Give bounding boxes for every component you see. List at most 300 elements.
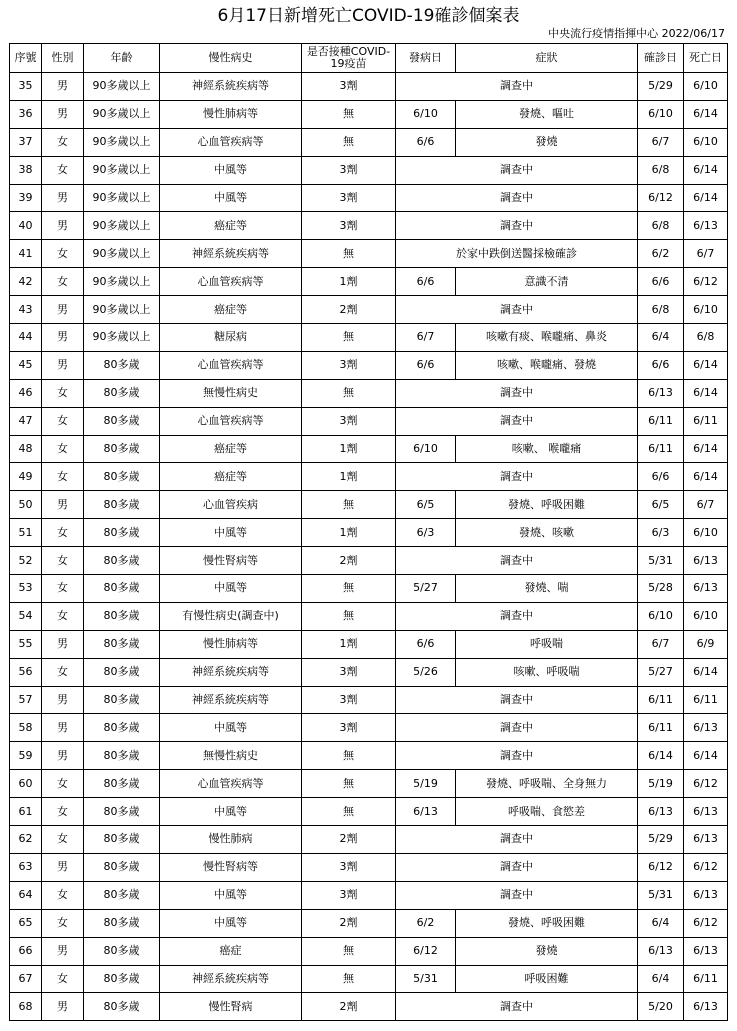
cell-age: 90多歲以上	[84, 73, 160, 101]
cell-sex: 女	[42, 658, 84, 686]
cell-sex: 女	[42, 463, 84, 491]
cell-serial: 43	[10, 296, 42, 324]
cell-onset-date: 6/6	[396, 268, 456, 296]
cell-serial: 66	[10, 937, 42, 965]
cell-onset-symptoms-merged: 調查中	[396, 156, 638, 184]
cell-serial: 41	[10, 240, 42, 268]
cell-vaccine: 3劑	[302, 184, 396, 212]
cell-onset-symptoms-merged: 於家中跌倒送醫採檢確診	[396, 240, 638, 268]
cell-death-date: 6/9	[684, 630, 728, 658]
cell-death-date: 6/7	[684, 491, 728, 519]
cell-serial: 64	[10, 881, 42, 909]
cell-symptoms: 發燒	[456, 937, 638, 965]
cell-symptoms: 發燒、喘	[456, 575, 638, 603]
cell-confirmed-date: 6/6	[638, 463, 684, 491]
cell-chronic-history: 神經系統疾病等	[160, 658, 302, 686]
table-row	[10, 128, 728, 156]
cell-vaccine: 無	[302, 128, 396, 156]
cell-symptoms: 發燒、呼吸喘、全身無力	[456, 770, 638, 798]
cell-sex: 男	[42, 714, 84, 742]
cell-sex: 女	[42, 965, 84, 993]
table-row	[10, 937, 728, 965]
cell-symptoms: 咳嗽有痰、喉嚨痛、鼻炎	[456, 324, 638, 352]
cell-serial: 57	[10, 686, 42, 714]
cell-chronic-history: 糖尿病	[160, 324, 302, 352]
cell-sex: 女	[42, 407, 84, 435]
cell-age: 80多歲	[84, 965, 160, 993]
cell-serial: 68	[10, 993, 42, 1021]
cell-serial: 55	[10, 630, 42, 658]
cell-onset-symptoms-merged: 調查中	[396, 379, 638, 407]
cell-death-date: 6/13	[684, 798, 728, 826]
cell-vaccine: 無	[302, 602, 396, 630]
cell-death-date: 6/13	[684, 993, 728, 1021]
header-death-date: 死亡日	[684, 44, 728, 73]
table-row	[10, 575, 728, 603]
table-row	[10, 519, 728, 547]
cell-serial: 60	[10, 770, 42, 798]
cell-chronic-history: 慢性肺病	[160, 826, 302, 854]
cell-age: 80多歲	[84, 909, 160, 937]
cell-vaccine: 2劑	[302, 909, 396, 937]
cell-onset-date: 6/10	[396, 435, 456, 463]
cell-chronic-history: 中風等	[160, 184, 302, 212]
cell-age: 80多歲	[84, 630, 160, 658]
cell-sex: 男	[42, 742, 84, 770]
table-row	[10, 73, 728, 101]
cell-death-date: 6/7	[684, 240, 728, 268]
cell-vaccine: 3劑	[302, 351, 396, 379]
cell-serial: 44	[10, 324, 42, 352]
table-body	[10, 73, 728, 1021]
cell-death-date: 6/14	[684, 100, 728, 128]
cell-sex: 男	[42, 73, 84, 101]
table-row	[10, 100, 728, 128]
cell-vaccine: 3劑	[302, 407, 396, 435]
cell-confirmed-date: 6/10	[638, 602, 684, 630]
cell-serial: 42	[10, 268, 42, 296]
cell-confirmed-date: 6/13	[638, 379, 684, 407]
cell-onset-date: 6/13	[396, 798, 456, 826]
table-row	[10, 435, 728, 463]
cell-confirmed-date: 6/2	[638, 240, 684, 268]
table-row	[10, 742, 728, 770]
cell-confirmed-date: 6/3	[638, 519, 684, 547]
cell-confirmed-date: 6/13	[638, 937, 684, 965]
cell-chronic-history: 慢性肺病等	[160, 100, 302, 128]
cell-sex: 男	[42, 324, 84, 352]
cell-age: 80多歲	[84, 798, 160, 826]
cell-confirmed-date: 5/27	[638, 658, 684, 686]
table-row	[10, 714, 728, 742]
cell-death-date: 6/12	[684, 853, 728, 881]
cell-sex: 男	[42, 937, 84, 965]
cell-death-date: 6/11	[684, 407, 728, 435]
cell-age: 80多歲	[84, 770, 160, 798]
cell-age: 80多歲	[84, 714, 160, 742]
cell-age: 90多歲以上	[84, 156, 160, 184]
table-row	[10, 826, 728, 854]
cell-age: 80多歲	[84, 379, 160, 407]
cell-chronic-history: 中風等	[160, 156, 302, 184]
cell-vaccine: 2劑	[302, 993, 396, 1021]
table-row	[10, 770, 728, 798]
table-row	[10, 296, 728, 324]
cell-chronic-history: 神經系統疾病等	[160, 73, 302, 101]
cell-serial: 56	[10, 658, 42, 686]
table-row	[10, 630, 728, 658]
table-row	[10, 379, 728, 407]
cell-symptoms: 呼吸喘	[456, 630, 638, 658]
cell-death-date: 6/13	[684, 547, 728, 575]
cell-serial: 48	[10, 435, 42, 463]
cell-death-date: 6/14	[684, 658, 728, 686]
cell-vaccine: 無	[302, 379, 396, 407]
cell-sex: 女	[42, 770, 84, 798]
cell-death-date: 6/14	[684, 435, 728, 463]
cell-symptoms: 咳嗽、呼吸喘	[456, 658, 638, 686]
cell-chronic-history: 癌症等	[160, 212, 302, 240]
cell-onset-symptoms-merged: 調查中	[396, 212, 638, 240]
cell-death-date: 6/8	[684, 324, 728, 352]
cell-chronic-history: 神經系統疾病等	[160, 965, 302, 993]
cell-onset-symptoms-merged: 調查中	[396, 993, 638, 1021]
cell-vaccine: 3劑	[302, 853, 396, 881]
cell-confirmed-date: 6/11	[638, 435, 684, 463]
cell-onset-date: 6/6	[396, 351, 456, 379]
cell-age: 80多歲	[84, 463, 160, 491]
cell-serial: 40	[10, 212, 42, 240]
table-row	[10, 602, 728, 630]
table-header-row	[10, 44, 728, 73]
table-row	[10, 993, 728, 1021]
cell-vaccine: 1劑	[302, 435, 396, 463]
cell-age: 80多歲	[84, 686, 160, 714]
cell-onset-symptoms-merged: 調查中	[396, 296, 638, 324]
cell-age: 80多歲	[84, 491, 160, 519]
cell-death-date: 6/12	[684, 268, 728, 296]
cell-serial: 58	[10, 714, 42, 742]
cell-onset-symptoms-merged: 調查中	[396, 547, 638, 575]
cell-sex: 男	[42, 184, 84, 212]
cell-vaccine: 1劑	[302, 463, 396, 491]
cell-sex: 男	[42, 686, 84, 714]
cell-vaccine: 無	[302, 770, 396, 798]
cell-symptoms: 咳嗽、 喉嚨痛	[456, 435, 638, 463]
cell-confirmed-date: 6/4	[638, 909, 684, 937]
cell-age: 80多歲	[84, 937, 160, 965]
cell-death-date: 6/13	[684, 937, 728, 965]
cell-symptoms: 發燒、嘔吐	[456, 100, 638, 128]
table-row	[10, 212, 728, 240]
cell-confirmed-date: 6/8	[638, 156, 684, 184]
table-row	[10, 658, 728, 686]
cell-confirmed-date: 6/8	[638, 212, 684, 240]
cell-sex: 女	[42, 547, 84, 575]
cell-vaccine: 3劑	[302, 686, 396, 714]
cell-chronic-history: 有慢性病史(調查中)	[160, 602, 302, 630]
cell-death-date: 6/14	[684, 184, 728, 212]
table-row	[10, 491, 728, 519]
cell-vaccine: 3劑	[302, 212, 396, 240]
cell-confirmed-date: 6/7	[638, 128, 684, 156]
table-row	[10, 965, 728, 993]
cell-confirmed-date: 5/31	[638, 547, 684, 575]
cell-age: 80多歲	[84, 742, 160, 770]
cell-age: 90多歲以上	[84, 212, 160, 240]
source-and-date: 中央流行疫情指揮中心 2022/06/17	[548, 27, 725, 40]
cell-onset-date: 6/7	[396, 324, 456, 352]
cell-sex: 女	[42, 268, 84, 296]
cell-age: 90多歲以上	[84, 184, 160, 212]
cell-onset-date: 5/19	[396, 770, 456, 798]
cell-sex: 女	[42, 519, 84, 547]
cell-serial: 50	[10, 491, 42, 519]
cell-death-date: 6/13	[684, 826, 728, 854]
cell-sex: 女	[42, 798, 84, 826]
cell-confirmed-date: 5/31	[638, 881, 684, 909]
header-sex: 性別	[42, 44, 84, 73]
cell-sex: 男	[42, 491, 84, 519]
cell-sex: 男	[42, 630, 84, 658]
cell-confirmed-date: 6/12	[638, 853, 684, 881]
cell-death-date: 6/10	[684, 73, 728, 101]
table-row	[10, 324, 728, 352]
cell-age: 80多歲	[84, 575, 160, 603]
cell-sex: 女	[42, 575, 84, 603]
table-row	[10, 407, 728, 435]
cell-sex: 女	[42, 128, 84, 156]
cell-sex: 女	[42, 826, 84, 854]
cell-chronic-history: 心血管疾病等	[160, 770, 302, 798]
cell-vaccine: 1劑	[302, 630, 396, 658]
cell-vaccine: 3劑	[302, 881, 396, 909]
cell-confirmed-date: 5/20	[638, 993, 684, 1021]
table-row	[10, 881, 728, 909]
cell-vaccine: 無	[302, 100, 396, 128]
cell-confirmed-date: 6/14	[638, 742, 684, 770]
cell-onset-symptoms-merged: 調查中	[396, 826, 638, 854]
cell-symptoms: 發燒	[456, 128, 638, 156]
cell-death-date: 6/13	[684, 575, 728, 603]
cell-chronic-history: 癌症等	[160, 463, 302, 491]
cell-onset-symptoms-merged: 調查中	[396, 73, 638, 101]
cell-age: 80多歲	[84, 602, 160, 630]
cell-vaccine: 3劑	[302, 658, 396, 686]
cell-chronic-history: 癌症等	[160, 435, 302, 463]
cell-confirmed-date: 6/11	[638, 714, 684, 742]
cell-death-date: 6/13	[684, 212, 728, 240]
cell-age: 80多歲	[84, 658, 160, 686]
cell-vaccine: 無	[302, 240, 396, 268]
cell-confirmed-date: 5/29	[638, 826, 684, 854]
cell-onset-date: 6/10	[396, 100, 456, 128]
cell-symptoms: 發燒、呼吸困難	[456, 491, 638, 519]
cell-serial: 47	[10, 407, 42, 435]
cell-confirmed-date: 6/6	[638, 268, 684, 296]
cell-serial: 54	[10, 602, 42, 630]
cell-serial: 61	[10, 798, 42, 826]
cell-chronic-history: 慢性腎病等	[160, 547, 302, 575]
cell-chronic-history: 無慢性病史	[160, 742, 302, 770]
cell-death-date: 6/10	[684, 128, 728, 156]
cell-onset-date: 6/6	[396, 128, 456, 156]
cell-onset-date: 5/26	[396, 658, 456, 686]
cell-onset-date: 6/12	[396, 937, 456, 965]
cell-sex: 男	[42, 100, 84, 128]
cell-vaccine: 3劑	[302, 73, 396, 101]
cell-serial: 65	[10, 909, 42, 937]
cell-death-date: 6/14	[684, 742, 728, 770]
cell-death-date: 6/10	[684, 602, 728, 630]
table-row	[10, 686, 728, 714]
cell-vaccine: 無	[302, 742, 396, 770]
table-row	[10, 547, 728, 575]
cell-symptoms: 咳嗽、喉嚨痛、發燒	[456, 351, 638, 379]
cell-chronic-history: 中風等	[160, 519, 302, 547]
cell-chronic-history: 中風等	[160, 714, 302, 742]
cell-serial: 67	[10, 965, 42, 993]
cell-vaccine: 無	[302, 937, 396, 965]
death-cases-table	[9, 43, 728, 1021]
cell-confirmed-date: 5/28	[638, 575, 684, 603]
cell-onset-symptoms-merged: 調查中	[396, 184, 638, 212]
header-serial: 序號	[10, 44, 42, 73]
cell-onset-date: 6/2	[396, 909, 456, 937]
cell-sex: 女	[42, 379, 84, 407]
cell-death-date: 6/14	[684, 156, 728, 184]
cell-serial: 45	[10, 351, 42, 379]
cell-sex: 女	[42, 156, 84, 184]
cell-serial: 51	[10, 519, 42, 547]
cell-age: 80多歲	[84, 407, 160, 435]
header-onset-date: 發病日	[396, 44, 456, 73]
cell-age: 80多歲	[84, 853, 160, 881]
cell-serial: 35	[10, 73, 42, 101]
cell-serial: 36	[10, 100, 42, 128]
cell-chronic-history: 心血管疾病等	[160, 351, 302, 379]
cell-chronic-history: 中風等	[160, 881, 302, 909]
cell-confirmed-date: 5/29	[638, 73, 684, 101]
table-row	[10, 463, 728, 491]
cell-vaccine: 2劑	[302, 826, 396, 854]
table-row	[10, 268, 728, 296]
cell-vaccine: 無	[302, 491, 396, 519]
cell-chronic-history: 慢性腎病	[160, 993, 302, 1021]
header-vaccinated: 是否接種COVID-19疫苗	[302, 44, 396, 73]
cell-chronic-history: 慢性腎病等	[160, 853, 302, 881]
cell-onset-date: 5/27	[396, 575, 456, 603]
cell-chronic-history: 心血管疾病	[160, 491, 302, 519]
cell-symptoms: 發燒、呼吸困難	[456, 909, 638, 937]
cell-sex: 男	[42, 853, 84, 881]
cell-vaccine: 2劑	[302, 547, 396, 575]
cell-chronic-history: 心血管疾病等	[160, 407, 302, 435]
cell-confirmed-date: 6/10	[638, 100, 684, 128]
cell-death-date: 6/14	[684, 351, 728, 379]
cell-age: 80多歲	[84, 547, 160, 575]
cell-chronic-history: 中風等	[160, 575, 302, 603]
cell-onset-symptoms-merged: 調查中	[396, 463, 638, 491]
cell-death-date: 6/13	[684, 881, 728, 909]
cell-serial: 62	[10, 826, 42, 854]
cell-serial: 37	[10, 128, 42, 156]
cell-confirmed-date: 6/11	[638, 407, 684, 435]
cell-death-date: 6/11	[684, 965, 728, 993]
table-row	[10, 240, 728, 268]
cell-sex: 女	[42, 240, 84, 268]
header-confirmed-date: 確診日	[638, 44, 684, 73]
cell-onset-date: 6/6	[396, 630, 456, 658]
cell-age: 90多歲以上	[84, 324, 160, 352]
cell-serial: 63	[10, 853, 42, 881]
cell-serial: 53	[10, 575, 42, 603]
cell-serial: 52	[10, 547, 42, 575]
table-row	[10, 351, 728, 379]
cell-chronic-history: 慢性肺病等	[160, 630, 302, 658]
table-row	[10, 156, 728, 184]
table-row	[10, 853, 728, 881]
cell-vaccine: 無	[302, 575, 396, 603]
cell-onset-symptoms-merged: 調查中	[396, 407, 638, 435]
cell-death-date: 6/10	[684, 296, 728, 324]
cell-sex: 男	[42, 296, 84, 324]
cell-vaccine: 無	[302, 324, 396, 352]
cell-onset-symptoms-merged: 調查中	[396, 742, 638, 770]
cell-onset-symptoms-merged: 調查中	[396, 853, 638, 881]
cell-sex: 女	[42, 881, 84, 909]
cell-confirmed-date: 6/11	[638, 686, 684, 714]
cell-chronic-history: 癌症	[160, 937, 302, 965]
cell-serial: 59	[10, 742, 42, 770]
header-symptoms: 症狀	[456, 44, 638, 73]
cell-sex: 女	[42, 602, 84, 630]
cell-onset-symptoms-merged: 調查中	[396, 686, 638, 714]
header-age: 年齡	[84, 44, 160, 73]
table-row	[10, 184, 728, 212]
cell-serial: 46	[10, 379, 42, 407]
cell-death-date: 6/13	[684, 714, 728, 742]
cell-onset-symptoms-merged: 調查中	[396, 881, 638, 909]
cell-confirmed-date: 6/4	[638, 324, 684, 352]
cell-chronic-history: 無慢性病史	[160, 379, 302, 407]
cell-age: 80多歲	[84, 351, 160, 379]
cell-confirmed-date: 6/12	[638, 184, 684, 212]
cell-vaccine: 1劑	[302, 268, 396, 296]
cell-onset-date: 6/5	[396, 491, 456, 519]
cell-age: 90多歲以上	[84, 296, 160, 324]
cell-confirmed-date: 6/7	[638, 630, 684, 658]
cell-onset-symptoms-merged: 調查中	[396, 714, 638, 742]
cell-confirmed-date: 5/19	[638, 770, 684, 798]
cell-chronic-history: 癌症等	[160, 296, 302, 324]
cell-symptoms: 發燒、咳嗽	[456, 519, 638, 547]
cell-age: 90多歲以上	[84, 268, 160, 296]
cell-vaccine: 3劑	[302, 714, 396, 742]
cell-death-date: 6/12	[684, 770, 728, 798]
cell-age: 80多歲	[84, 519, 160, 547]
cell-vaccine: 1劑	[302, 519, 396, 547]
cell-confirmed-date: 6/5	[638, 491, 684, 519]
header-chronic-history: 慢性病史	[160, 44, 302, 73]
cell-vaccine: 3劑	[302, 156, 396, 184]
cell-death-date: 6/14	[684, 463, 728, 491]
cell-serial: 38	[10, 156, 42, 184]
cell-symptoms: 意識不清	[456, 268, 638, 296]
cell-symptoms: 呼吸困難	[456, 965, 638, 993]
cell-onset-date: 5/31	[396, 965, 456, 993]
cell-vaccine: 無	[302, 798, 396, 826]
